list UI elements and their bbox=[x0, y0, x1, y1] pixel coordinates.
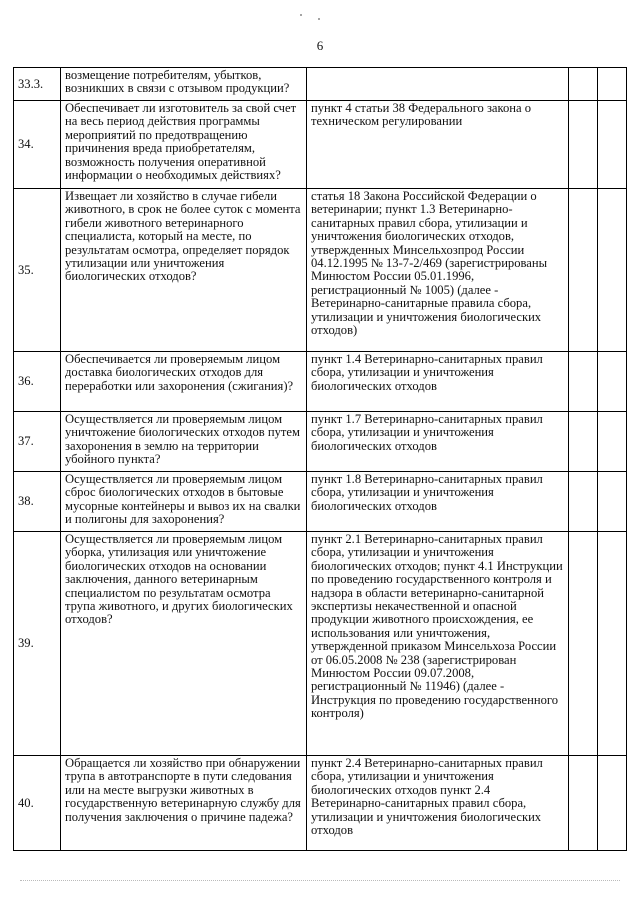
row-reference: пункт 1.4 Ветеринарно-санитарных правил сбора, утилизации и уничтожения биологических отходов bbox=[307, 352, 569, 412]
table-row bbox=[14, 756, 627, 851]
row-question: возмещение потребителям, убытков, возникших в связи с отзывом продукции? bbox=[61, 68, 307, 101]
answer-cell bbox=[598, 189, 627, 352]
answer-cell bbox=[569, 412, 598, 472]
table-row bbox=[14, 412, 627, 472]
row-number: 38. bbox=[14, 472, 61, 532]
row-number: 36. bbox=[14, 352, 61, 412]
answer-cell bbox=[598, 756, 627, 851]
row-reference: пункт 1.7 Ветеринарно-санитарных правил сбора, утилизации и уничтожения биологических отходов bbox=[307, 412, 569, 472]
answer-cell bbox=[598, 532, 627, 756]
answer-cell bbox=[569, 352, 598, 412]
scan-artifact bbox=[20, 880, 620, 893]
row-number: 37. bbox=[14, 412, 61, 472]
answer-cell bbox=[569, 472, 598, 532]
answer-cell bbox=[598, 352, 627, 412]
row-reference: статья 18 Закона Российской Федерации о ветеринарии; пункт 1.3 Ветеринарно-санитарных правил сбора, утилизации и уничтожения биологических отходов, утвержденных Минсельхозпрод России 04.12.1995 № 13-7-2/469 (зарегистрированы Минюстом России 05.01.1996, регистрационный № 1005) (далее - Ветеринарно-санитарные правила сбора, утилизации и уничтожения биологических отходов) bbox=[307, 189, 569, 352]
row-number: 39. bbox=[14, 532, 61, 756]
scan-artifact bbox=[300, 14, 302, 16]
answer-cell bbox=[569, 189, 598, 352]
checklist-table bbox=[13, 67, 627, 851]
row-question: Обеспечивается ли проверяемым лицом доставка биологических отходов для переработки или захоронения (сжигания)? bbox=[61, 352, 307, 412]
answer-cell bbox=[598, 101, 627, 189]
answer-cell bbox=[569, 101, 598, 189]
table-row bbox=[14, 189, 627, 352]
table-row bbox=[14, 472, 627, 532]
row-question: Осуществляется ли проверяемым лицом уборка, утилизация или уничтожение биологических отходов на основании заключения, данного ветеринарным специалистом по результатам осмотра трупа животного, и других биологических отходов? bbox=[61, 532, 307, 756]
answer-cell bbox=[569, 532, 598, 756]
row-reference: пункт 1.8 Ветеринарно-санитарных правил сбора, утилизации и уничтожения биологических отходов bbox=[307, 472, 569, 532]
row-number: 35. bbox=[14, 189, 61, 352]
row-number: 34. bbox=[14, 101, 61, 189]
answer-cell bbox=[598, 68, 627, 101]
row-reference: пункт 2.4 Ветеринарно-санитарных правил сбора, утилизации и уничтожения биологических отходов пункт 2.4 Ветеринарно-санитарных правил сбора, утилизации и уничтожения биологических отходов bbox=[307, 756, 569, 851]
table-row bbox=[14, 101, 627, 189]
row-question: Осуществляется ли проверяемым лицом сброс биологических отходов в бытовые мусорные контейнеры и вывоз их на свалки и полигоны для захоронения? bbox=[61, 472, 307, 532]
row-number: 40. bbox=[14, 756, 61, 851]
answer-cell bbox=[598, 412, 627, 472]
table-row bbox=[14, 352, 627, 412]
table-row bbox=[14, 532, 627, 756]
answer-cell bbox=[569, 756, 598, 851]
page-number: 6 bbox=[316, 38, 324, 53]
answer-cell bbox=[598, 472, 627, 532]
row-question: Извещает ли хозяйство в случае гибели животного, в срок не более суток с момента гибели животного ветеринарного специалиста, который на месте, по результатам осмотра, определяет порядок утилизации или уничтожения биологических отходов? bbox=[61, 189, 307, 352]
row-question: Обращается ли хозяйство при обнаружении трупа в автотранспорте в пути следования или на месте выгрузки животных в государственную ветеринарную службу для получения заключения о причине падежа? bbox=[61, 756, 307, 851]
row-reference bbox=[307, 68, 569, 101]
scan-artifact bbox=[318, 18, 320, 20]
answer-cell bbox=[569, 68, 598, 101]
row-question: Осуществляется ли проверяемым лицом уничтожение биологических отходов путем захоронения в землю на территории убойного пункта? bbox=[61, 412, 307, 472]
row-question: Обеспечивает ли изготовитель за свой счет на весь период действия программы мероприятий по предотвращению причинения вреда приобретателям, возможность получения оперативной информации о необходимых действиях? bbox=[61, 101, 307, 189]
row-reference: пункт 2.1 Ветеринарно-санитарных правил сбора, утилизации и уничтожения биологических отходов; пункт 4.1 Инструкции по проведению государственного контроля и надзора в области ветеринарно-санитарной экспертизы некачественной и опасной продукции животного происхождения, ее использования или уничтожения, утвержденной приказом Минсельхоза России от 06.05.2008 № 238 (зарегистрирован Минюстом России 09.07.2008, регистрационный № 11946) (далее - Инструкция по проведению государственного контроля) bbox=[307, 532, 569, 756]
row-number: 33.3. bbox=[14, 68, 61, 101]
table-row bbox=[14, 68, 627, 101]
row-reference: пункт 4 статьи 38 Федерального закона о техническом регулировании bbox=[307, 101, 569, 189]
